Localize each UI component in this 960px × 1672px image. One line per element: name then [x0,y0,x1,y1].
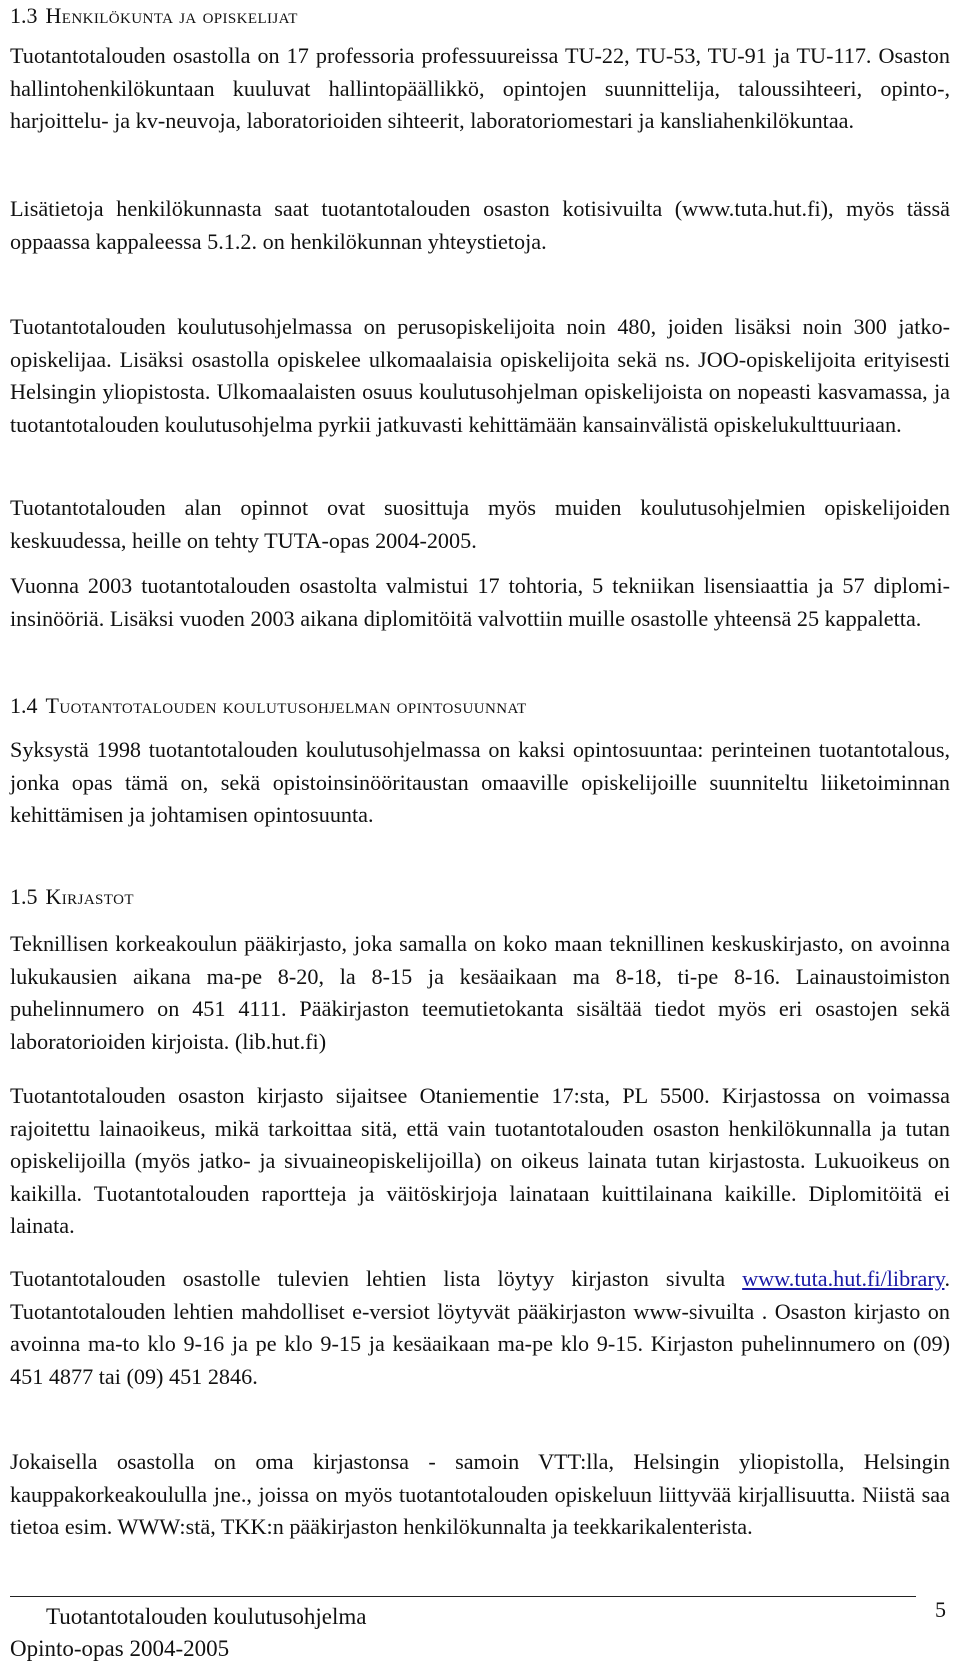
paragraph-department-library: Tuotantotalouden osaston kirjasto sijaitsee Otaniementie 17:sta, PL 5500. Kirjastossa on voimassa rajoitettu lainaoikeus, mikä tarkoittaa sitä, että vain tuotantotalouden osaston henkilökunnalla ja tutan opiskelijoilla (myös jatko- ja sivuaineopiskelijoilla) on oikeus lainata tutan kirjastosta. Lukuoikeus on kaikilla. Tuotantotalouden raportteja ja väitöskirjoja lainataan kuittilainana kaikille. Diplomitöitä ei lainata. [10,1083,950,1238]
paragraph-staff-info: Lisätietoja henkilökunnasta saat tuotantotalouden osaston kotisivuilta (www.tuta.hut.fi), myös tässä oppaassa kappaleessa 5.1.2. on henkilökunnan yhteystietoja. [10,196,950,254]
section-number: 1.3 [10,3,38,28]
section-title: Kirjastot [45,884,134,909]
section-title: Henkilökunta ja opiskelijat [45,3,298,28]
paragraph-journals [10,1263,950,1393]
library-link[interactable]: www.tuta.hut.fi/library [742,1266,945,1291]
journals-text-start: Tuotantotalouden osastolle tulevien lehtien lista löytyy kirjaston sivulta [10,1266,743,1291]
section-title: Tuotantotalouden koulutusohjelman opintosuunnat [45,693,527,718]
paragraph-graduates-2003: Vuonna 2003 tuotantotalouden osastolta valmistui 17 tohtoria, 5 tekniikan lisensiaattia ja 57 diplomi-insinööriä. Lisäksi vuoden 2003 aikana diplomitöitä valvottiin muille osastolle yhteensä 25 kappaletta. [10,573,950,631]
section-number: 1.5 [10,884,38,909]
paragraph-students: Tuotantotalouden koulutusohjelmassa on perusopiskelijoita noin 480, joiden lisäksi noin 300 jatko-opiskelijaa. Lisäksi osastolla opiskelee ulkomaalaisia opiskelijoita sekä ns. JOO-opiskelijoita erityisesti Helsingin yliopistosta. Ulkomaalaisten osuus koulutusohjelman opiskelijoista on nopeasti kasvamassa, ja tuotantotalouden koulutusohjelma pyrkii jatkuvasti kehittämään kansainvälistä opiskelukulttuuriaan. [10,314,950,437]
footer-title: Tuotantotalouden koulutusohjelma [46,1604,367,1629]
journals-text-end: . Tuotantotalouden lehtien mahdolliset e-versiot löytyvät pääkirjaston www-sivuilta . Osaston kirjasto on avoinna ma-to klo 9-16 ja pe klo 9-15 ja kesäaikaan ma-pe klo 9-15. Kirjaston puhelinnumero on (09) 451 4877 tai (09) 451 2846. [10,1266,950,1389]
footer-subtitle: Opinto-opas 2004-2005 [10,1636,230,1661]
page-number: 5 [935,1597,946,1622]
section-number: 1.4 [10,693,38,718]
section-heading-1-3 [10,2,298,30]
paragraph-staff: Tuotantotalouden osastolla on 17 professoria professuureissa TU-22, TU-53, TU-91 ja TU-117. Osaston hallintohenkilökuntaan kuuluvat hallintopäällikkö, opintojen suunnittelija, taloussihteeri, opinto-, harjoittelu- ja kv-neuvoja, laboratorioiden sihteerit, laboratoriomestari ja kansliahenkilökuntaa. [10,43,950,133]
section-heading-1-5 [10,883,134,911]
paragraph-main-library: Teknillisen korkeakoulun pääkirjasto, joka samalla on koko maan teknillinen keskuskirjasto, on avoinna lukukausien aikana ma-pe 8-20, la 8-15 ja kesäaikaan ma 8-18, ti-pe 8-16. Lainaustoimiston puhelinnumero on 451 4111. Pääkirjaston teemutietokanta sisältää tiedot myös eri osastojen sekä laboratorioiden kirjoista. (lib.hut.fi) [10,931,950,1054]
paragraph-other-libraries: Jokaisella osastolla on oma kirjastonsa - samoin VTT:lla, Helsingin yliopistolla, Helsingin kauppakorkeakoululla jne., joissa on myös tuotantotalouden opiskeluun liittyvää kirjallisuutta. Niistä saa tietoa esim. WWW:stä, TKK:n pääkirjaston henkilökunnalta ja teekkarikalenterista. [10,1449,950,1539]
section-heading-1-4 [10,692,527,720]
footer-divider [10,1596,916,1597]
paragraph-study-tracks: Syksystä 1998 tuotantotalouden koulutusohjelmassa on kaksi opintosuuntaa: perinteinen tuotantotalous, jonka opas tämä on, sekä opistoinsinööritaustan omaaville opiskelijoille suunniteltu liiketoiminnan kehittämisen ja johtamisen opintosuunta. [10,737,950,827]
paragraph-other-programmes: Tuotantotalouden alan opinnot ovat suosittuja myös muiden koulutusohjelmien opiskelijoiden keskuudessa, heille on tehty TUTA-opas 2004-2005. [10,495,950,553]
